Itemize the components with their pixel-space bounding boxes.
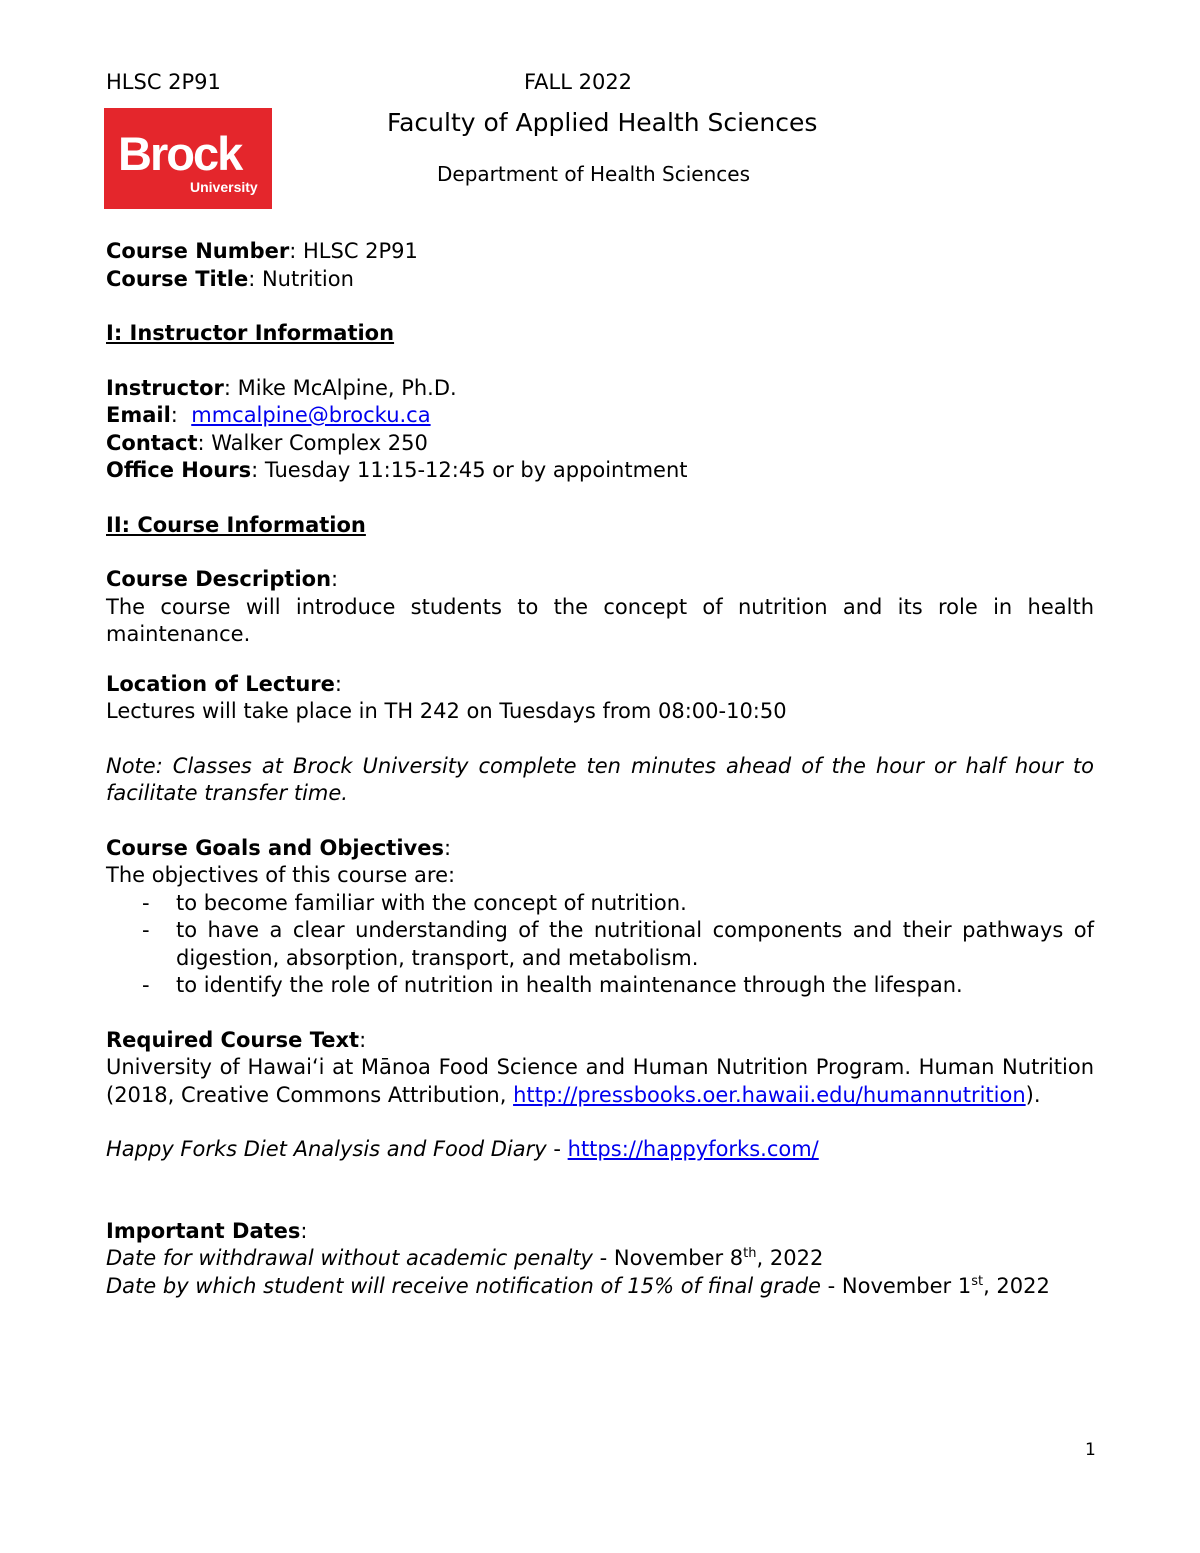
office-hours-line: Office Hours: Tuesday 11:15-12:45 or by appointment — [106, 458, 688, 482]
withdrawal-date-line: Date for withdrawal without academic penalty - November 8th, 2022 — [106, 1246, 824, 1270]
list-item: - to become familiar with the concept of nutrition. — [142, 890, 687, 915]
course-number-line: Course Number: HLSC 2P91 — [106, 239, 418, 263]
location-text: Lectures will take place in TH 242 on Tuesdays from 08:00-10:50 — [106, 699, 787, 723]
logo-word: Brock — [118, 127, 242, 180]
goals-label: Course Goals and Objectives: — [106, 835, 452, 860]
instructor-heading: I: Instructor Information — [106, 321, 395, 345]
page-number: 1 — [1085, 1440, 1096, 1460]
email-line: Email: mmcalpine@brocku.ca — [106, 403, 431, 427]
pressbooks-link[interactable]: http://pressbooks.oer.hawaii.edu/humannutrition — [513, 1082, 1026, 1107]
list-item: - to have a clear understanding of the nutritional components and their pathways of digestion, absorption, transport, and metabolism. — [142, 918, 1094, 970]
required-text-citation: University of Hawaiʻi at Mānoa Food Science and Human Nutrition Program. Human Nutrition (2018, Creative Commons Attribution, http://pressbooks.oer.hawaii.edu/humannutrition). — [106, 1055, 1094, 1107]
goals-intro: The objectives of this course are: — [106, 863, 456, 887]
diary-line: Happy Forks Diet Analysis and Food Diary - https://happyforks.com/ — [106, 1137, 819, 1161]
logo-sub: University — [190, 179, 258, 195]
course-title-line: Course Title: Nutrition — [106, 266, 354, 291]
important-dates-label: Important Dates: — [106, 1218, 308, 1243]
email-link[interactable]: mmcalpine@brocku.ca — [191, 403, 431, 427]
description-label: Course Description: — [106, 567, 339, 591]
document-body — [106, 238, 1094, 1300]
location-label: Location of Lecture: — [106, 671, 342, 696]
header-term: FALL 2022 — [524, 70, 633, 94]
instructor-line: Instructor: Mike McAlpine, Ph.D. — [106, 375, 457, 400]
description-text: The course will introduce students to the concept of nutrition and its role in health maintenance. — [106, 594, 1094, 646]
notification-date-line: Date by which student will receive notification of 15% of final grade - November 1st, 2022 — [106, 1273, 1050, 1298]
note-text: Note: Classes at Brock University complete ten minutes ahead of the hour or half hour to facilitate transfer time. — [106, 753, 1094, 805]
course-info-heading: II: Course Information — [106, 512, 366, 537]
contact-line: Contact: Walker Complex 250 — [106, 430, 428, 455]
faculty-title: Faculty of Applied Health Sciences — [387, 108, 818, 137]
goals-list — [106, 890, 1094, 1000]
list-item: - to identify the role of nutrition in health maintenance through the lifespan. — [142, 973, 963, 997]
happyforks-link[interactable]: https://happyforks.com/ — [567, 1137, 819, 1161]
brock-logo — [104, 108, 272, 209]
department-title: Department of Health Sciences — [437, 162, 750, 186]
header-course-code: HLSC 2P91 — [106, 70, 221, 94]
required-text-label: Required Course Text: — [106, 1027, 367, 1052]
